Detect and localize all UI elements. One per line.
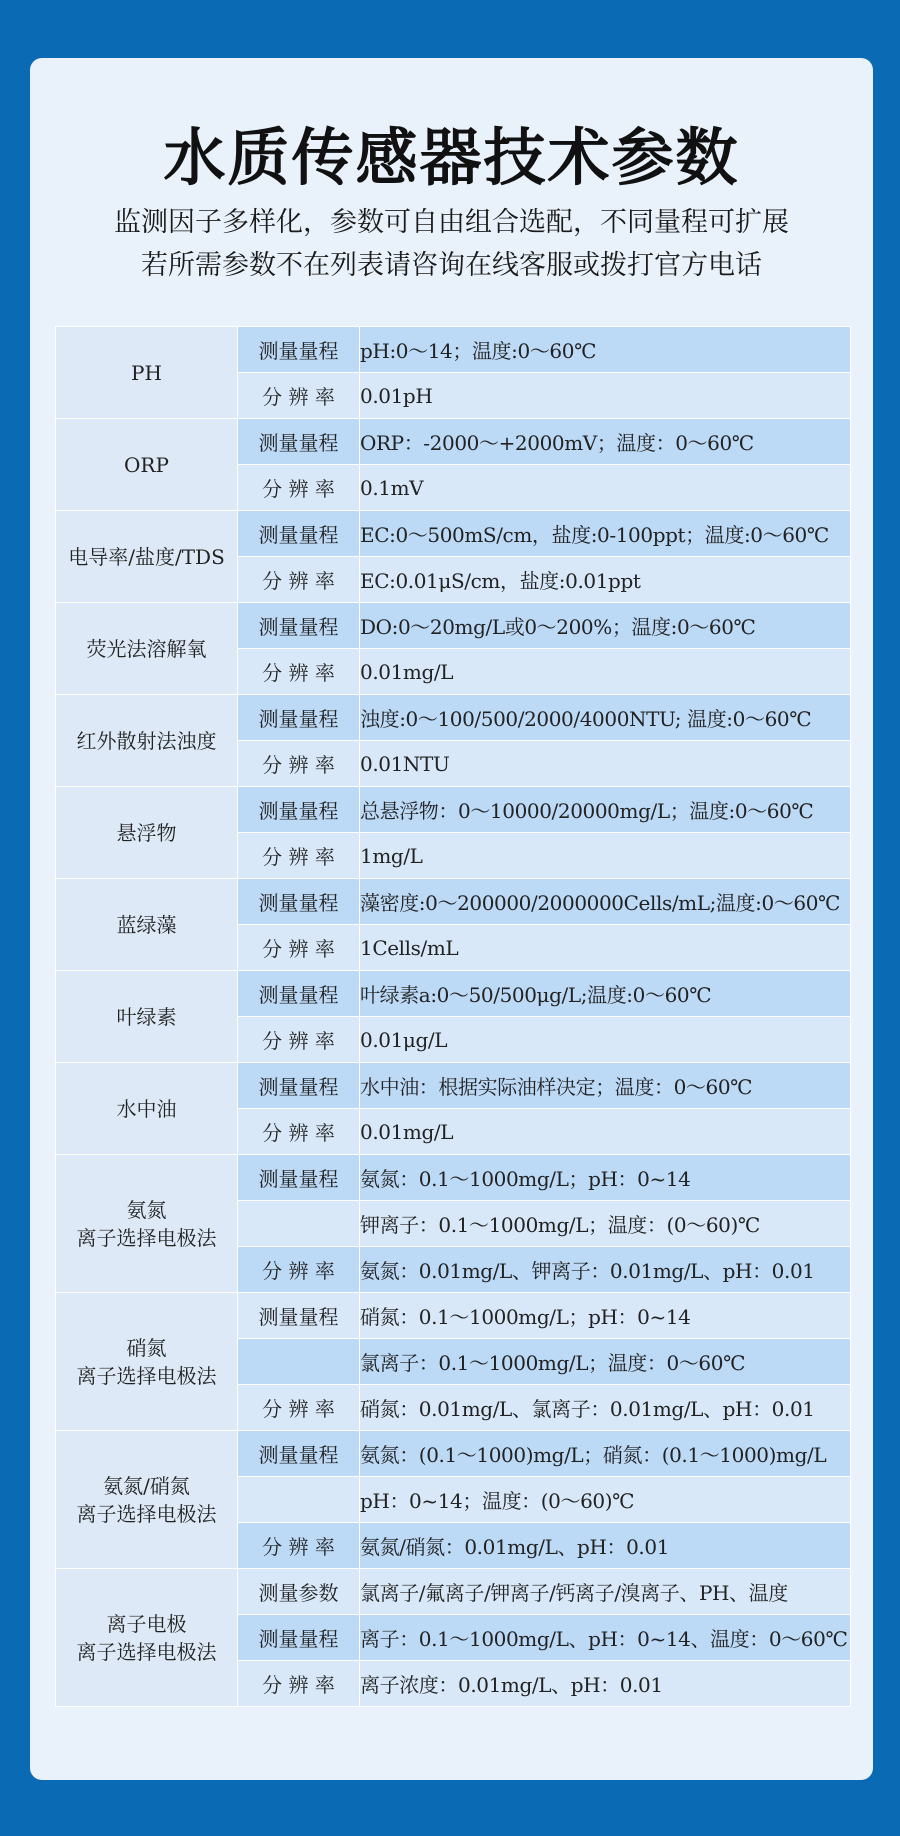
sensor-name-cell <box>56 1063 238 1155</box>
sensor-name-line: 蓝绿藻 <box>116 912 177 937</box>
param-label-cell <box>238 1201 360 1247</box>
table-row <box>56 419 851 465</box>
param-label-cell: 分 辨 率 <box>238 1109 360 1155</box>
sensor-name-line: 离子电极 <box>106 1611 187 1636</box>
param-label-cell: 测量量程 <box>238 1431 360 1477</box>
param-label-cell: 分 辨 率 <box>238 833 360 879</box>
param-value-cell: 1Cells/mL <box>360 925 851 971</box>
sensor-name-line: 离子选择电极法 <box>76 1501 217 1526</box>
param-value-cell: 0.01μg/L <box>360 1017 851 1063</box>
param-value-cell: 氨氮：0.1～1000mg/L；pH：0~14 <box>360 1155 851 1201</box>
param-label-cell: 测量量程 <box>238 419 360 465</box>
sensor-name-cell <box>56 787 238 879</box>
param-label-cell: 测量量程 <box>238 695 360 741</box>
param-label-cell: 分 辨 率 <box>238 1661 360 1707</box>
param-label-cell: 分 辨 率 <box>238 1017 360 1063</box>
page-title: 水质传感器技术参数 <box>163 121 740 194</box>
param-value-cell: 氨氮：(0.1～1000)mg/L；硝氮：(0.1～1000)mg/L <box>360 1431 851 1477</box>
subtitle-line-2: 若所需参数不在列表请咨询在线客服或拨打官方电话 <box>141 250 762 281</box>
sensor-name-cell <box>56 511 238 603</box>
param-label-cell: 测量量程 <box>238 1615 360 1661</box>
sensor-name-line: 硝氮 <box>126 1335 167 1360</box>
param-label-cell: 测量参数 <box>238 1569 360 1615</box>
param-value-cell: 离子浓度：0.01mg/L、pH：0.01 <box>360 1661 851 1707</box>
param-label-cell: 测量量程 <box>238 971 360 1017</box>
param-label-cell: 分 辨 率 <box>238 741 360 787</box>
param-value-cell: 水中油：根据实际油样决定；温度：0～60℃ <box>360 1063 851 1109</box>
param-value-cell: 0.01mg/L <box>360 1109 851 1155</box>
table-row <box>56 1569 851 1615</box>
sensor-name-line: 氨氮 <box>126 1197 167 1222</box>
sensor-name-line: ORP <box>124 452 169 477</box>
param-value-cell: 藻密度:0～200000/2000000Cells/mL;温度:0～60℃ <box>360 879 851 925</box>
table-row <box>56 1063 851 1109</box>
table-row <box>56 603 851 649</box>
sensor-name-line: 氨氮/硝氮 <box>103 1473 190 1498</box>
param-value-cell: EC:0～500mS/cm，盐度:0-100ppt；温度:0～60℃ <box>360 511 851 557</box>
param-label-cell: 分 辨 率 <box>238 1385 360 1431</box>
param-label-cell: 测量量程 <box>238 787 360 833</box>
param-value-cell: 0.1mV <box>360 465 851 511</box>
param-value-cell: 0.01NTU <box>360 741 851 787</box>
param-value-cell: 氨氮/硝氮：0.01mg/L、pH：0.01 <box>360 1523 851 1569</box>
sensor-name-cell <box>56 603 238 695</box>
param-label-cell: 测量量程 <box>238 1155 360 1201</box>
param-label-cell: 分 辨 率 <box>238 557 360 603</box>
param-label-cell: 测量量程 <box>238 511 360 557</box>
sensor-name-cell <box>56 1569 238 1707</box>
param-value-cell: 浊度:0～100/500/2000/4000NTU; 温度:0～60℃ <box>360 695 851 741</box>
param-value-cell: EC:0.01μS/cm，盐度:0.01ppt <box>360 557 851 603</box>
sensor-name-cell <box>56 879 238 971</box>
sensor-name-line: 离子选择电极法 <box>76 1639 217 1664</box>
param-value-cell: 硝氮：0.01mg/L、氯离子：0.01mg/L、pH：0.01 <box>360 1385 851 1431</box>
table-row <box>56 327 851 373</box>
param-label-cell: 测量量程 <box>238 603 360 649</box>
param-label-cell: 分 辨 率 <box>238 1523 360 1569</box>
table-row <box>56 787 851 833</box>
sensor-name-cell <box>56 1431 238 1569</box>
param-label-cell: 测量量程 <box>238 1063 360 1109</box>
param-label-cell: 测量量程 <box>238 327 360 373</box>
sensor-name-line: 荧光法溶解氧 <box>86 636 207 661</box>
param-label-cell <box>238 1339 360 1385</box>
param-value-cell: 离子：0.1～1000mg/L、pH：0~14、温度：0～60℃ <box>360 1615 851 1661</box>
content-card <box>30 58 873 1780</box>
table-row <box>56 511 851 557</box>
param-label-cell: 分 辨 率 <box>238 465 360 511</box>
sensor-name-line: 离子选择电极法 <box>76 1363 217 1388</box>
param-label-cell: 分 辨 率 <box>238 649 360 695</box>
param-value-cell: ORP：-2000～+2000mV；温度：0～60℃ <box>360 419 851 465</box>
param-label-cell: 分 辨 率 <box>238 925 360 971</box>
table-row <box>56 1155 851 1201</box>
param-value-cell: 总悬浮物：0～10000/20000mg/L；温度:0～60℃ <box>360 787 851 833</box>
param-value-cell: 钾离子：0.1～1000mg/L；温度：(0～60)℃ <box>360 1201 851 1247</box>
sensor-name-cell <box>56 327 238 419</box>
param-value-cell: 硝氮：0.1～1000mg/L；pH：0~14 <box>360 1293 851 1339</box>
param-value-cell: 0.01mg/L <box>360 649 851 695</box>
table-row <box>56 971 851 1017</box>
sensor-name-line: 悬浮物 <box>116 820 177 845</box>
param-label-cell: 分 辨 率 <box>238 373 360 419</box>
table-row <box>56 1293 851 1339</box>
table-row <box>56 1431 851 1477</box>
sensor-name-line: PH <box>131 360 162 385</box>
sensor-name-cell <box>56 971 238 1063</box>
param-label-cell: 测量量程 <box>238 879 360 925</box>
param-value-cell: DO:0～20mg/L或0～200%；温度:0～60℃ <box>360 603 851 649</box>
subtitle-line-1: 监测因子多样化，参数可自由组合选配，不同量程可扩展 <box>114 207 789 238</box>
param-value-cell: 氯离子/氟离子/钾离子/钙离子/溴离子、PH、温度 <box>360 1569 851 1615</box>
param-label-cell: 分 辨 率 <box>238 1247 360 1293</box>
sensor-name-line: 电导率/盐度/TDS <box>68 544 225 569</box>
param-value-cell: 氯离子：0.1～1000mg/L；温度：0～60℃ <box>360 1339 851 1385</box>
sensor-name-cell <box>56 419 238 511</box>
sensor-name-cell <box>56 1293 238 1431</box>
param-value-cell: 叶绿素a:0～50/500μg/L;温度:0～60℃ <box>360 971 851 1017</box>
param-value-cell: 1mg/L <box>360 833 851 879</box>
sensor-name-line: 水中油 <box>116 1096 177 1121</box>
param-value-cell: 0.01pH <box>360 373 851 419</box>
param-value-cell: pH：0~14；温度：(0～60)℃ <box>360 1477 851 1523</box>
table-row <box>56 879 851 925</box>
table-row <box>56 695 851 741</box>
sensor-name-line: 离子选择电极法 <box>76 1225 217 1250</box>
sensor-name-line: 红外散射法浊度 <box>76 728 217 753</box>
param-label-cell <box>238 1477 360 1523</box>
sensor-name-line: 叶绿素 <box>116 1004 177 1029</box>
sensor-name-cell <box>56 695 238 787</box>
param-value-cell: pH:0～14；温度:0～60℃ <box>360 327 851 373</box>
spec-table <box>55 326 851 1707</box>
sensor-name-cell <box>56 1155 238 1293</box>
param-value-cell: 氨氮：0.01mg/L、钾离子：0.01mg/L、pH：0.01 <box>360 1247 851 1293</box>
param-label-cell: 测量量程 <box>238 1293 360 1339</box>
